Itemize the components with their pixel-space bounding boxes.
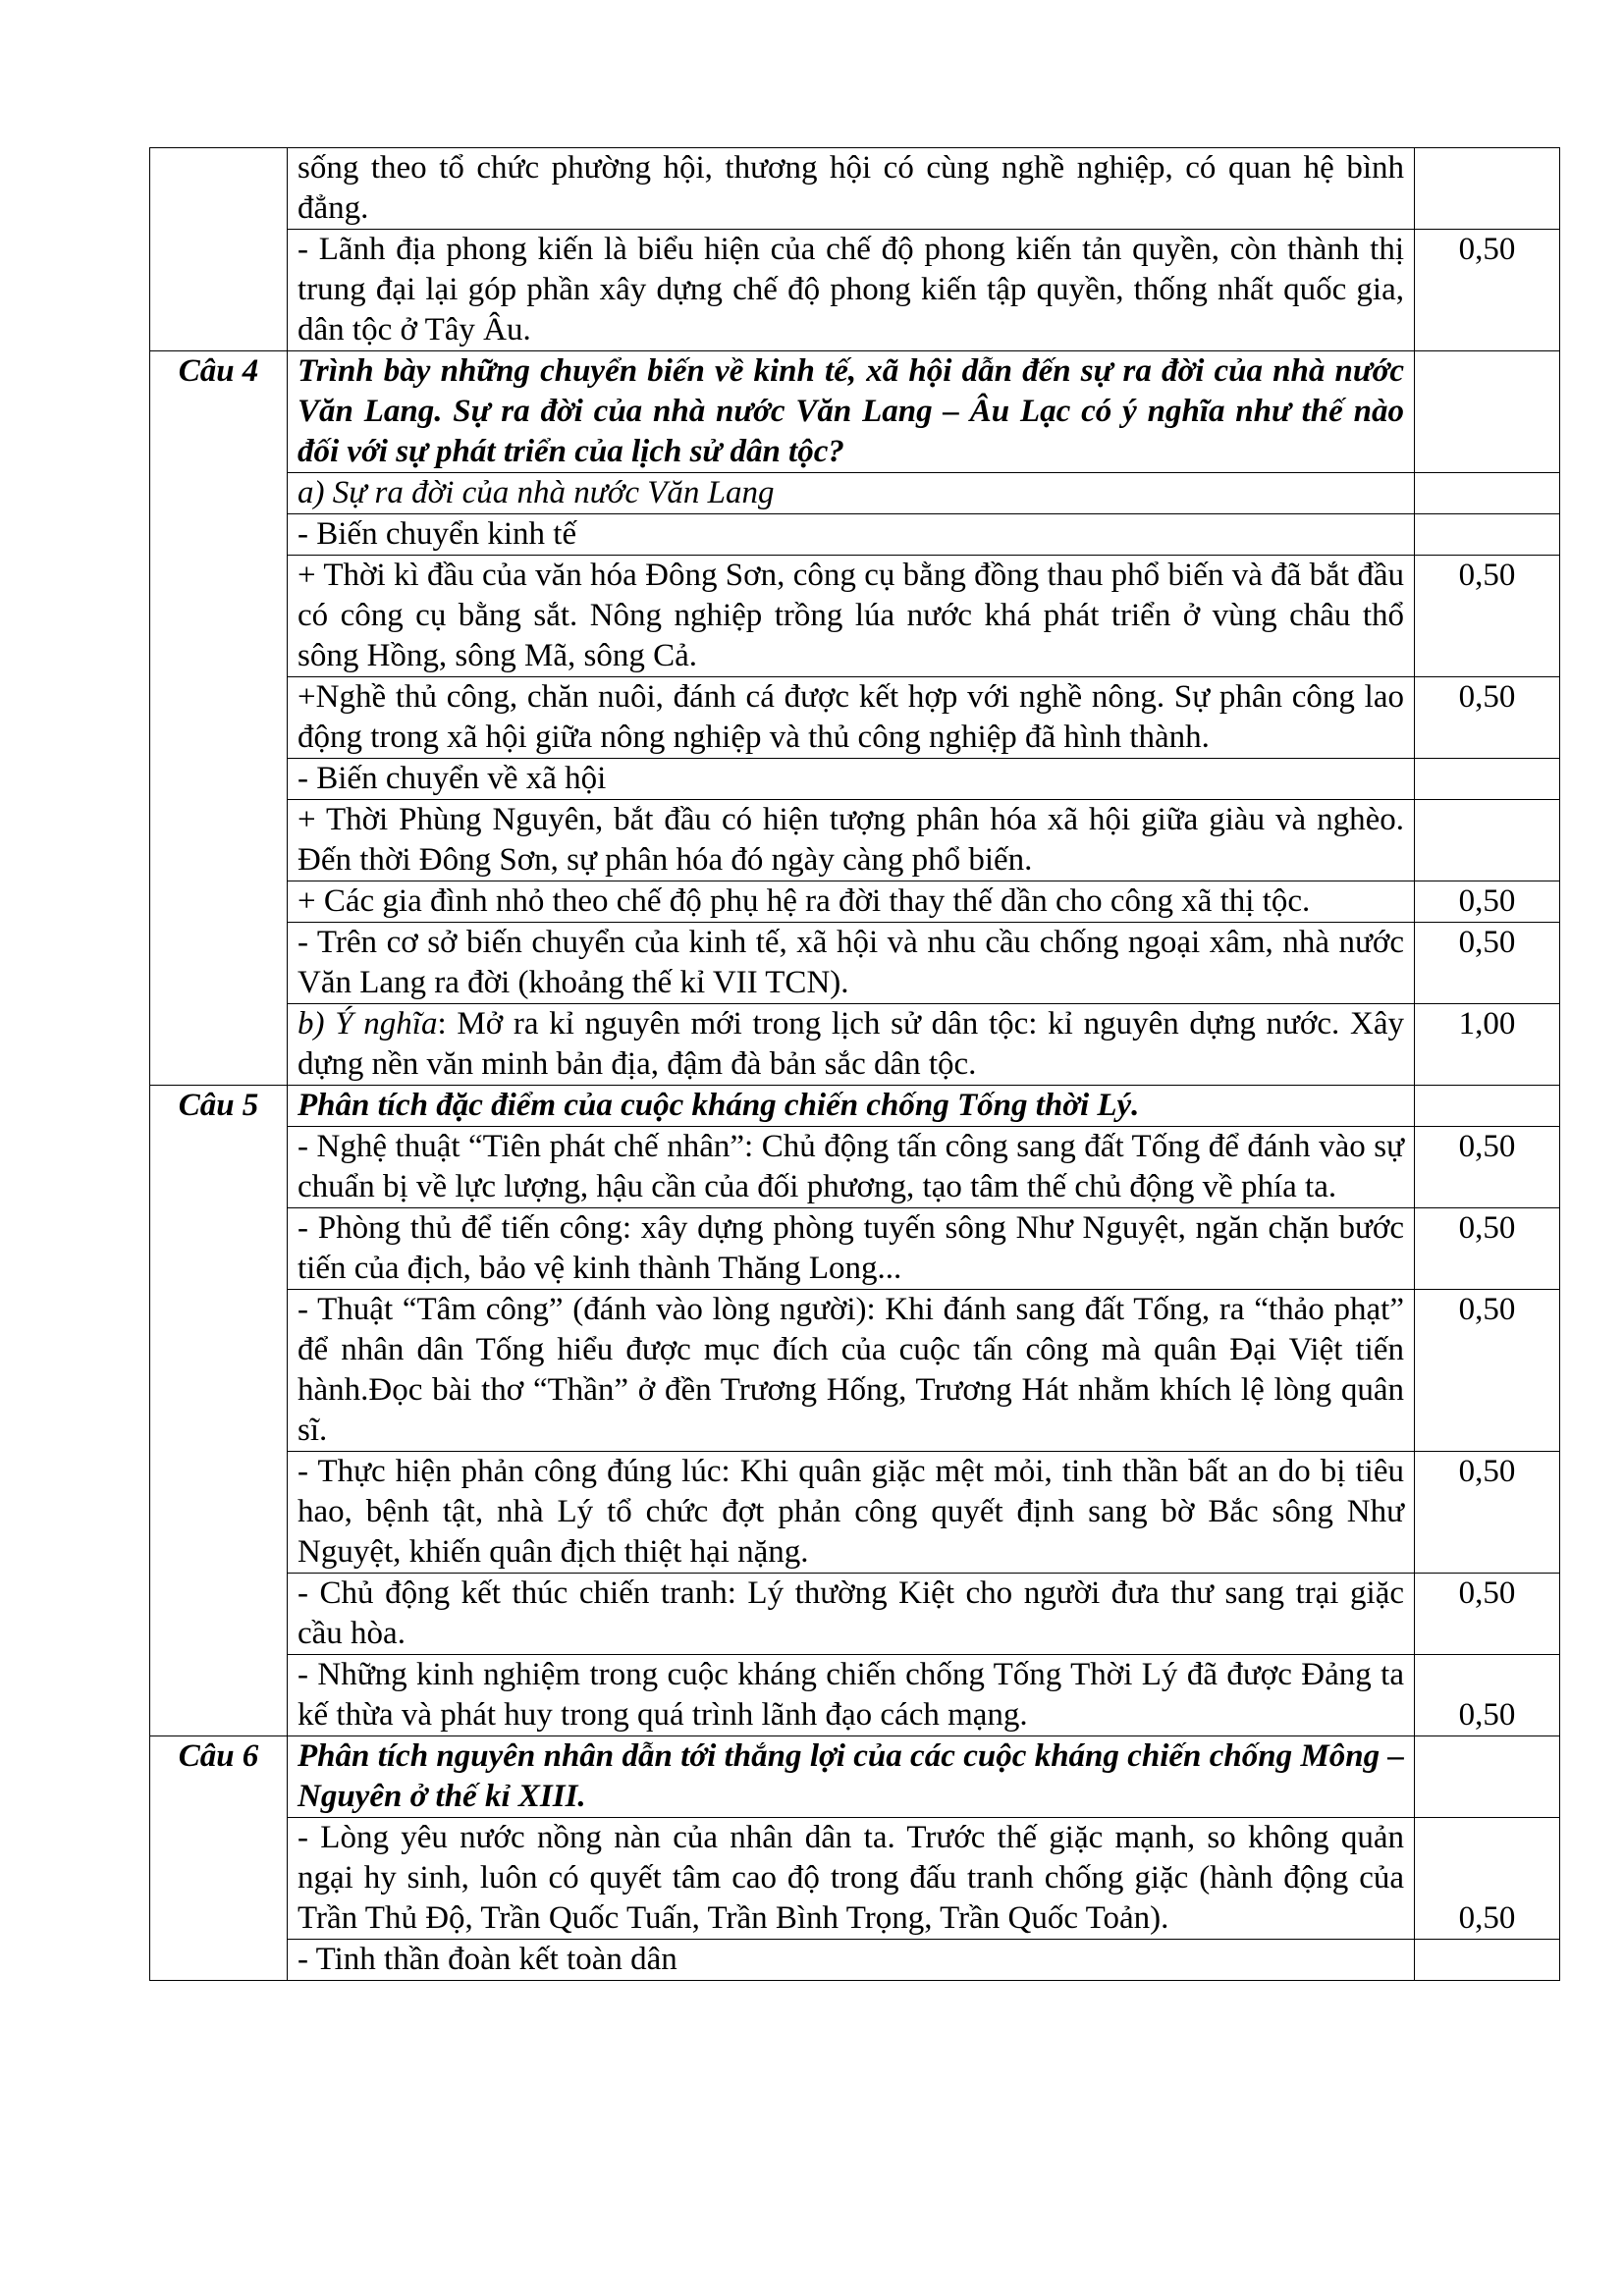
- answer-content: + Các gia đình nhỏ theo chế độ phụ hệ ra đời thay thế dần cho công xã thị tộc.: [288, 881, 1415, 923]
- answer-content: - Biến chuyển về xã hội: [288, 759, 1415, 800]
- table-row: [150, 881, 1560, 923]
- score-cell: 0,50: [1415, 556, 1560, 677]
- table-row: [150, 1290, 1560, 1452]
- table-row: [150, 473, 1560, 514]
- table-row: [150, 677, 1560, 759]
- question-label: Câu 5: [150, 1086, 288, 1736]
- question-label: Câu 4: [150, 351, 288, 1086]
- answer-content: - Thực hiện phản công đúng lúc: Khi quân giặc mệt mỏi, tinh thần bất an do bị tiêu hao, bệnh tật, nhà Lý tổ chức đợt phản công quyết định sang bờ Bắc sông Như Nguyệt, khiến quân địch thiệt hại nặng.: [288, 1452, 1415, 1574]
- table-row: [150, 351, 1560, 473]
- score-cell: 0,50: [1415, 923, 1560, 1004]
- meaning-text: : Mở ra kỉ nguyên mới trong lịch sử dân tộc: kỉ nguyên dựng nước. Xây dựng nền văn minh bản địa, đậm đà bản sắc dân tộc.: [298, 1006, 1404, 1082]
- table-row: [150, 1208, 1560, 1290]
- score-cell: [1415, 1940, 1560, 1981]
- score-cell: 0,50: [1415, 881, 1560, 923]
- table-row: [150, 230, 1560, 351]
- section-heading: a) Sự ra đời của nhà nước Văn Lang: [288, 473, 1415, 514]
- answer-content: [288, 1004, 1415, 1086]
- answer-content: +Nghề thủ công, chăn nuôi, đánh cá được kết hợp với nghề nông. Sự phân công lao động trong xã hội giữa nông nghiệp và thủ công nghiệp đã hình thành.: [288, 677, 1415, 759]
- table-row: [150, 1940, 1560, 1981]
- score-cell: 1,00: [1415, 1004, 1560, 1086]
- answer-content: sống theo tổ chức phường hội, thương hội có cùng nghề nghiệp, có quan hệ bình đẳng.: [288, 148, 1415, 230]
- table-row: [150, 1818, 1560, 1940]
- table-row: [150, 1127, 1560, 1208]
- score-cell: [1415, 514, 1560, 556]
- question-prompt: Phân tích nguyên nhân dẫn tới thắng lợi của các cuộc kháng chiến chống Mông – Nguyên ở thế kỉ XIII.: [288, 1736, 1415, 1818]
- score-cell: 0,50: [1415, 677, 1560, 759]
- score-cell: [1415, 1086, 1560, 1127]
- answer-content: - Tinh thần đoàn kết toàn dân: [288, 1940, 1415, 1981]
- table-row: [150, 1452, 1560, 1574]
- question-prompt: Phân tích đặc điểm của cuộc kháng chiến chống Tống thời Lý.: [288, 1086, 1415, 1127]
- table-row: [150, 1655, 1560, 1736]
- score-cell: 0,50: [1415, 1290, 1560, 1452]
- score-cell: 0,50: [1415, 230, 1560, 351]
- meaning-label: b) Ý nghĩa: [298, 1006, 438, 1041]
- score-cell: [1415, 1736, 1560, 1818]
- table-row: [150, 556, 1560, 677]
- answer-content: - Thuật “Tâm công” (đánh vào lòng người): Khi đánh sang đất Tống, ra “thảo phạt” để nhân dân Tống hiểu được mục đích của cuộc tấn công mà quân Đại Việt tiến hành.Đọc bài thơ “Thần” ở đền Trương Hống, Trương Hát nhằm khích lệ lòng quân sĩ.: [288, 1290, 1415, 1452]
- question-cell-empty: [150, 148, 288, 351]
- answer-content: - Lòng yêu nước nồng nàn của nhân dân ta. Trước thế giặc mạnh, so không quản ngại hy sinh, luôn có quyết tâm cao độ trong đấu tranh chống giặc (hành động của Trần Thủ Độ, Trần Quốc Tuấn, Trần Bình Trọng, Trần Quốc Toản).: [288, 1818, 1415, 1940]
- question-label: Câu 6: [150, 1736, 288, 1981]
- score-cell: [1415, 800, 1560, 881]
- table-row: [150, 800, 1560, 881]
- table-row: [150, 1086, 1560, 1127]
- score-cell: 0,50: [1415, 1818, 1560, 1940]
- answer-content: - Trên cơ sở biến chuyển của kinh tế, xã hội và nhu cầu chống ngoại xâm, nhà nước Văn Lang ra đời (khoảng thế kỉ VII TCN).: [288, 923, 1415, 1004]
- answer-content: - Biến chuyển kinh tế: [288, 514, 1415, 556]
- score-cell: 0,50: [1415, 1655, 1560, 1736]
- question-prompt: Trình bày những chuyển biến về kinh tế, xã hội dẫn đến sự ra đời của nhà nước Văn Lang. Sự ra đời của nhà nước Văn Lang – Âu Lạc có ý nghĩa như thế nào đối với sự phát triển của lịch sử dân tộc?: [288, 351, 1415, 473]
- table-row: [150, 148, 1560, 230]
- score-cell: 0,50: [1415, 1127, 1560, 1208]
- answer-content: - Những kinh nghiệm trong cuộc kháng chiến chống Tống Thời Lý đã được Đảng ta kế thừa và phát huy trong quá trình lãnh đạo cách mạng.: [288, 1655, 1415, 1736]
- answer-content: - Chủ động kết thúc chiến tranh: Lý thường Kiệt cho người đưa thư sang trại giặc cầu hòa.: [288, 1574, 1415, 1655]
- table-row: [150, 1736, 1560, 1818]
- answer-content: + Thời Phùng Nguyên, bắt đầu có hiện tượng phân hóa xã hội giữa giàu và nghèo. Đến thời Đông Sơn, sự phân hóa đó ngày càng phổ biến.: [288, 800, 1415, 881]
- table-row: [150, 514, 1560, 556]
- table-row: [150, 1574, 1560, 1655]
- score-cell: [1415, 148, 1560, 230]
- score-cell: 0,50: [1415, 1208, 1560, 1290]
- score-cell: [1415, 759, 1560, 800]
- answer-content: - Lãnh địa phong kiến là biểu hiện của chế độ phong kiến tản quyền, còn thành thị trung đại lại góp phần xây dựng chế độ phong kiến tập quyền, thống nhất quốc gia, dân tộc ở Tây Âu.: [288, 230, 1415, 351]
- table-row: [150, 1004, 1560, 1086]
- table-row: [150, 759, 1560, 800]
- answer-key-table: [149, 147, 1560, 1981]
- score-cell: [1415, 473, 1560, 514]
- answer-content: - Nghệ thuật “Tiên phát chế nhân”: Chủ động tấn công sang đất Tống để đánh vào sự chuẩn bị về lực lượng, hậu cần của đối phương, tạo tâm thế chủ động về phía ta.: [288, 1127, 1415, 1208]
- table-row: [150, 923, 1560, 1004]
- answer-content: - Phòng thủ để tiến công: xây dựng phòng tuyến sông Như Nguyệt, ngăn chặn bước tiến của địch, bảo vệ kinh thành Thăng Long...: [288, 1208, 1415, 1290]
- score-cell: 0,50: [1415, 1452, 1560, 1574]
- score-cell: 0,50: [1415, 1574, 1560, 1655]
- answer-content: + Thời kì đầu của văn hóa Đông Sơn, công cụ bằng đồng thau phổ biến và đã bắt đầu có công cụ bằng sắt. Nông nghiệp trồng lúa nước khá phát triển ở vùng châu thổ sông Hồng, sông Mã, sông Cả.: [288, 556, 1415, 677]
- score-cell: [1415, 351, 1560, 473]
